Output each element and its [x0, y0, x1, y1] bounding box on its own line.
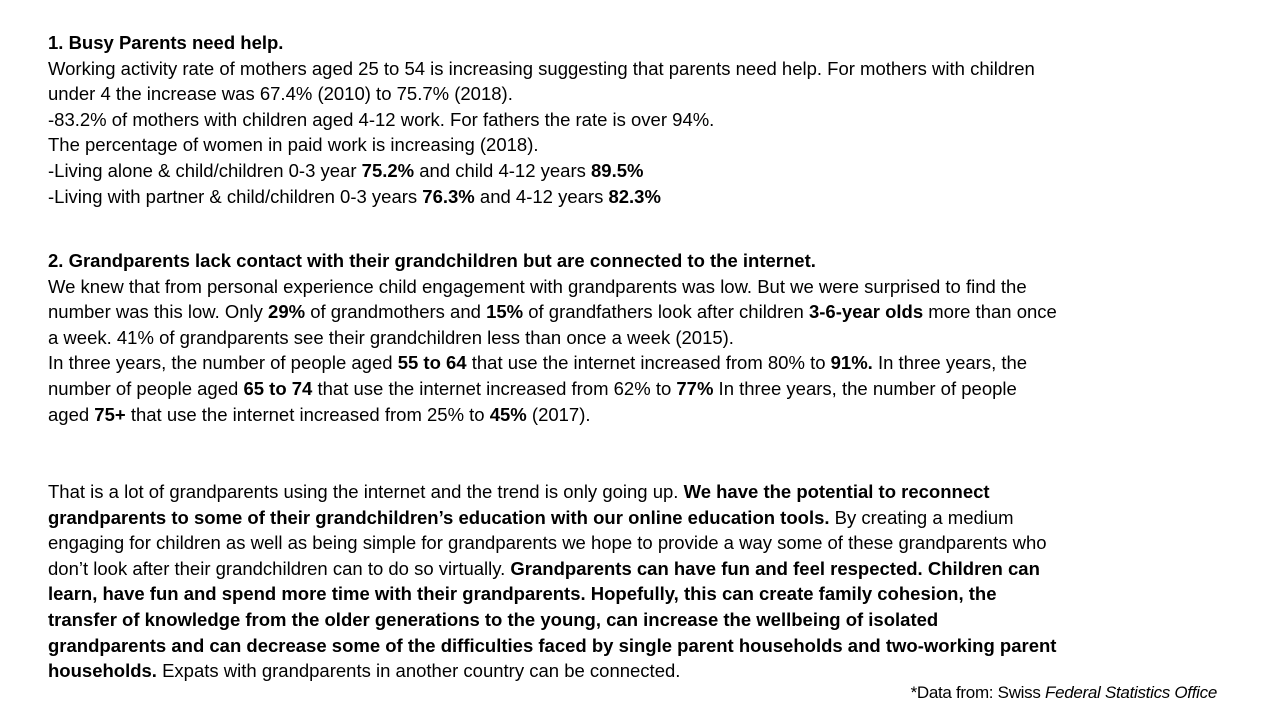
section1-line — [48, 107, 714, 133]
text-run: don’t look after their grandchildren can to do so virtually. — [48, 557, 511, 579]
bold-text-run: 2. Grandparents lack contact with their grandchildren but are connected to the internet. — [48, 250, 816, 271]
source-note-prefix: *Data from: Swiss — [910, 683, 1045, 702]
text-run: that use the internet increased from 25% to — [125, 403, 490, 425]
text-run: (2017). — [526, 403, 591, 425]
text-run: -Living alone & child/children 0-3 year — [48, 160, 362, 181]
section3-line — [48, 530, 1047, 556]
text-run: of grandfathers look after children — [523, 301, 809, 323]
bold-text-run: 65 to 74 — [243, 378, 313, 399]
text-run: a week. 41% of grandparents see their grandchildren less than once a week (2015). — [48, 326, 734, 348]
text-run: Expats with grandparents in another country can be connected. — [156, 660, 681, 682]
source-note-office: Federal Statistics Office — [1044, 683, 1217, 702]
section2-line — [48, 325, 734, 351]
source-note — [911, 682, 1217, 704]
section3-line — [48, 505, 1014, 531]
bold-text-run: transfer of knowledge from the older generations to the young, can increase the wellbeing of isolated — [48, 609, 939, 630]
section3-line — [48, 581, 997, 607]
section3-line — [48, 658, 680, 684]
bold-text-run: 91%. — [830, 352, 873, 374]
section3-line — [48, 607, 938, 633]
bold-text-run: Grandparents can have fun and feel respected. Children can — [510, 557, 1040, 579]
text-run: under 4 the increase was 67.4% (2010) to 75.7% (2018). — [48, 83, 513, 105]
bold-text-run: We have the potential to reconnect — [683, 481, 990, 502]
text-run: By creating a medium — [829, 506, 1014, 528]
text-run: We knew that from personal experience child engagement with grandparents was low. But we were surprised to find the — [48, 275, 1027, 297]
bold-text-run: 15% — [486, 301, 524, 323]
section3-line — [48, 556, 1040, 582]
text-run: In three years, the number of people aged — [48, 352, 398, 374]
bold-text-run: grandparents to some of their grandchildren’s education with our online education tools. — [48, 506, 830, 528]
text-run: The percentage of women in paid work is increasing (2018). — [48, 134, 539, 156]
section2-line — [48, 350, 1027, 376]
bold-text-run: 75.2% — [361, 160, 415, 181]
section1-line — [48, 81, 513, 107]
text-run: In three years, the — [872, 352, 1028, 374]
text-run: That is a lot of grandparents using the internet and the trend is only going up. — [48, 481, 684, 502]
bold-text-run: 1. Busy Parents need help. — [48, 32, 284, 53]
section1-line — [48, 30, 283, 56]
text-run: more than once — [923, 301, 1057, 323]
section2-line — [48, 376, 1017, 402]
text-run: and child 4-12 years — [414, 160, 592, 181]
section2-line — [48, 299, 1057, 325]
text-run: -Living with partner & child/children 0-3 years — [48, 185, 423, 207]
bold-text-run: 3-6-year olds — [808, 301, 924, 323]
section3-line — [48, 633, 1056, 659]
bold-text-run: 89.5% — [591, 160, 644, 181]
text-run: aged — [48, 403, 95, 425]
text-run: of grandmothers and — [305, 301, 487, 323]
text-run: In three years, the number of people — [713, 378, 1017, 399]
bold-text-run: 76.3% — [422, 185, 475, 207]
section2-line — [48, 274, 1027, 300]
section2-line — [48, 402, 591, 428]
text-run: that use the internet increased from 80% to — [466, 352, 831, 374]
bold-text-run: 45% — [489, 403, 527, 425]
bold-text-run: 75+ — [94, 403, 126, 425]
section1-line — [48, 158, 643, 184]
section2-line — [48, 248, 816, 274]
section1-line — [48, 56, 1035, 82]
bold-text-run: 82.3% — [608, 185, 661, 207]
bold-text-run: grandparents and can decrease some of the difficulties faced by single parent households and two-working parent — [48, 634, 1057, 656]
bold-text-run: 55 to 64 — [397, 352, 467, 374]
text-run: that use the internet increased from 62% to — [312, 378, 677, 399]
section1-line — [48, 184, 661, 210]
bold-text-run: learn, have fun and spend more time with their grandparents. Hopefully, this can create family cohesion, the — [48, 583, 997, 605]
section3-line — [48, 479, 990, 505]
text-run: and 4-12 years — [474, 185, 609, 207]
bold-text-run: households. — [48, 660, 157, 682]
bold-text-run: 29% — [268, 301, 306, 323]
text-run: number was this low. Only — [48, 301, 269, 323]
bold-text-run: 77% — [676, 378, 714, 399]
section1-line — [48, 132, 539, 158]
text-run: -83.2% of mothers with children aged 4-12 work. For fathers the rate is over 94%. — [48, 108, 715, 130]
text-run: Working activity rate of mothers aged 25 to 54 is increasing suggesting that parents need help. For mothers with children — [48, 57, 1035, 79]
text-run: number of people aged — [48, 378, 244, 399]
text-run: engaging for children as well as being simple for grandparents we hope to provide a way some of these grandparents who — [48, 532, 1047, 554]
